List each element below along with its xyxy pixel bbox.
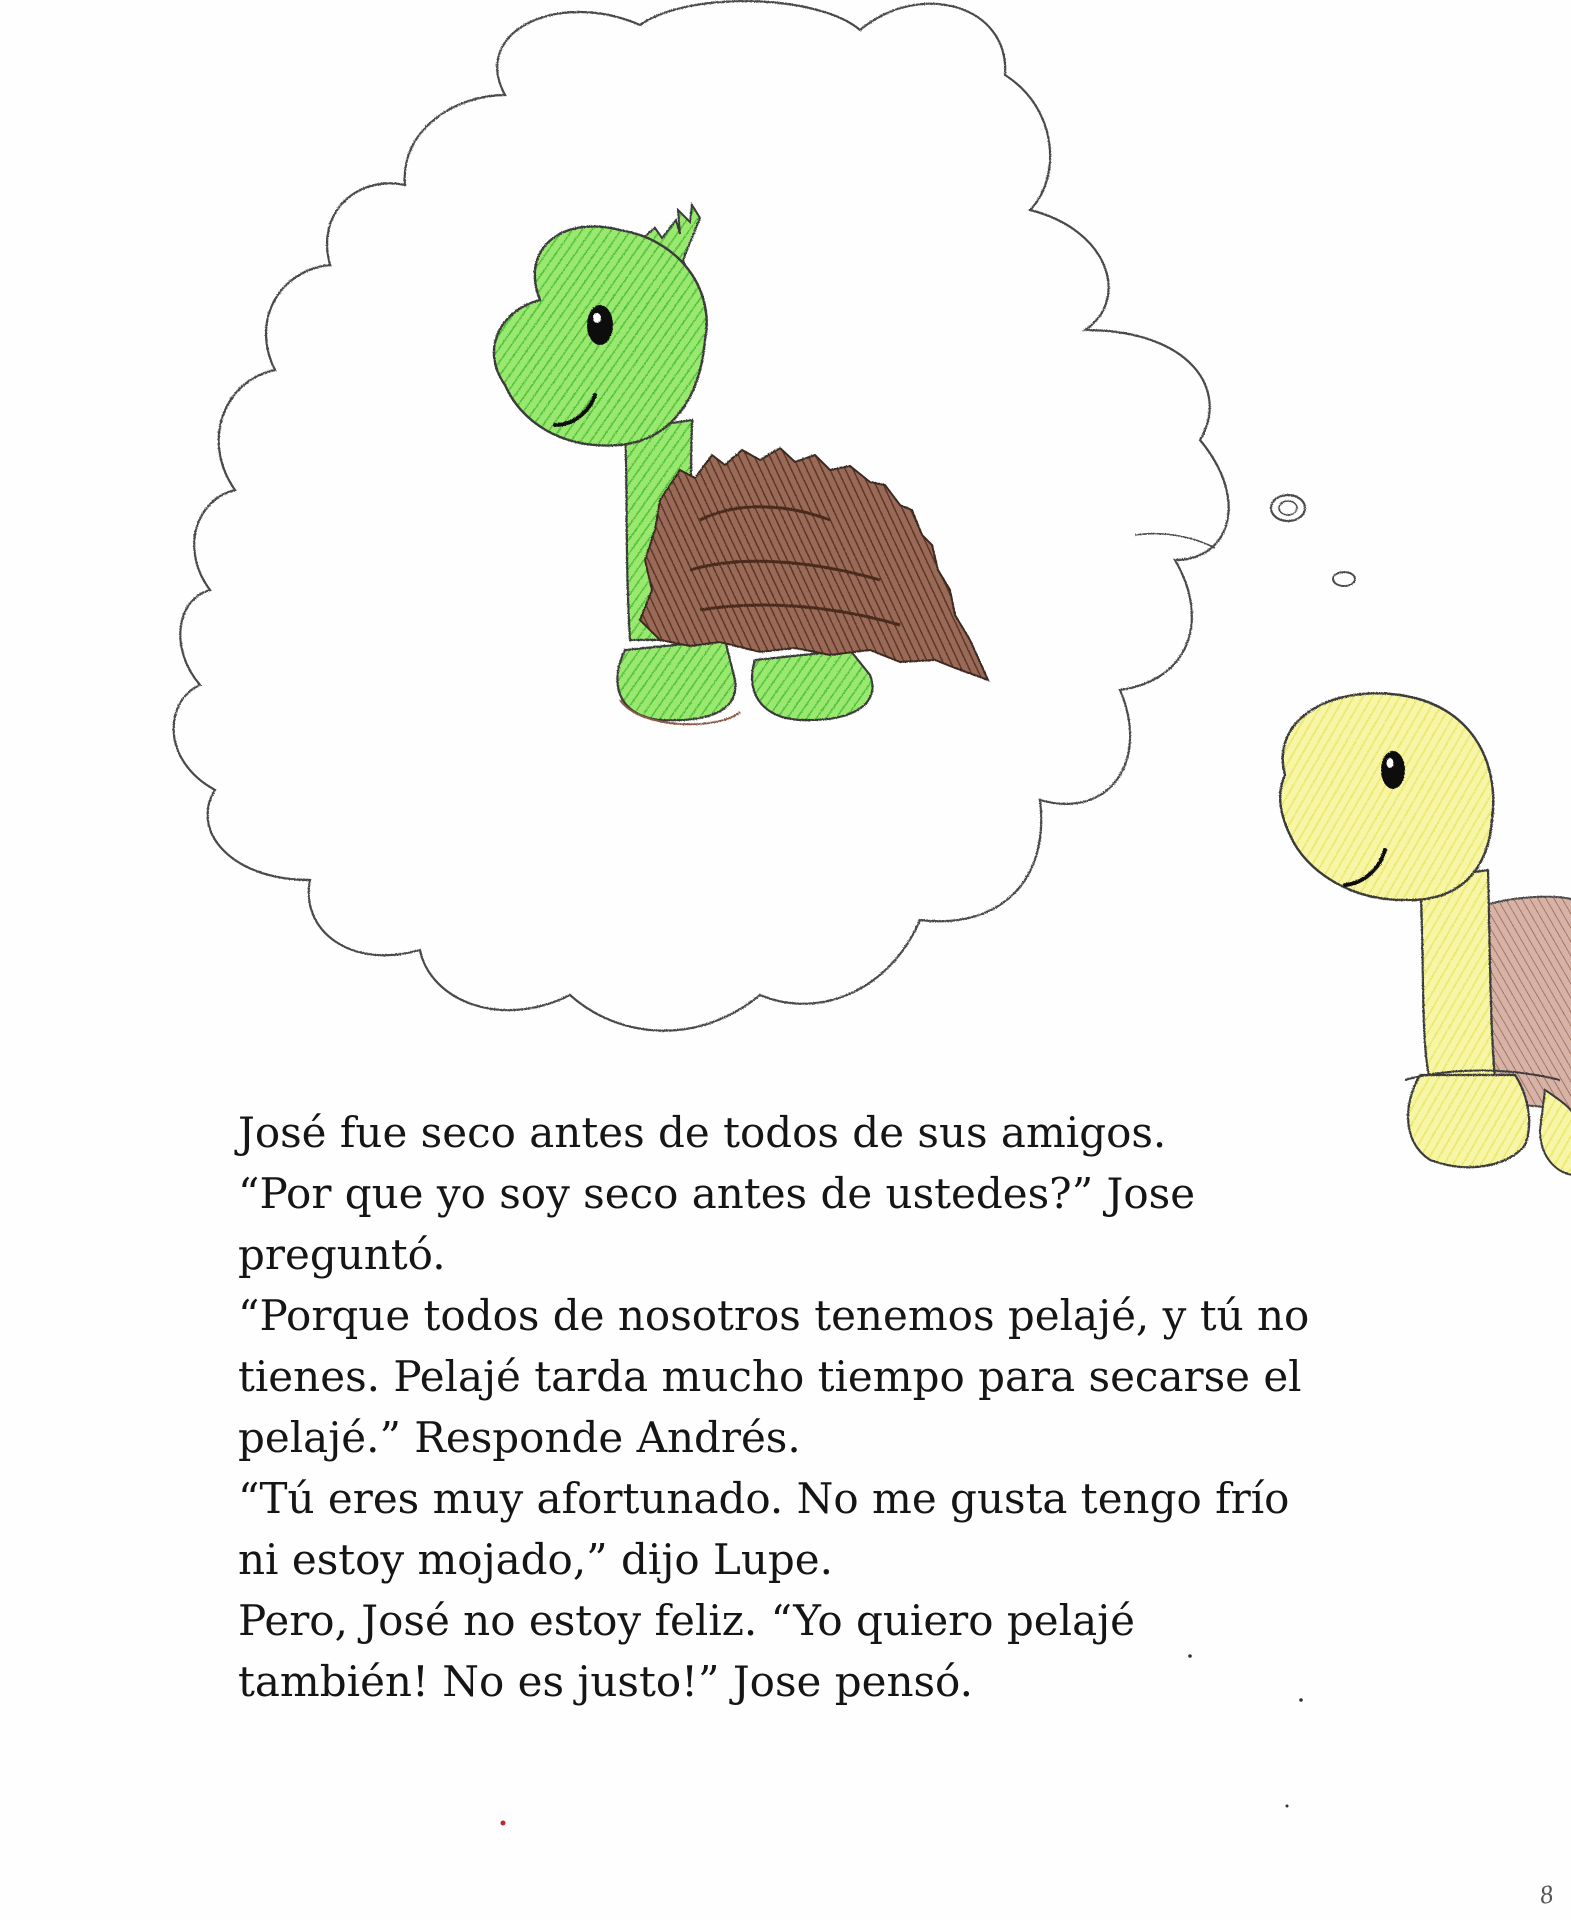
story-line: preguntó. <box>238 1230 446 1279</box>
story-line: tienes. Pelajé tarda mucho tiempo para secarse el <box>238 1352 1302 1401</box>
story-line: Pero, José no estoy feliz. “Yo quiero pelajé <box>238 1596 1135 1645</box>
story-line: también! No es justo!” Jose pensó. <box>238 1657 973 1706</box>
thought-bubble-large <box>1271 495 1305 521</box>
thought-bubble-small <box>1333 572 1355 586</box>
story-line: “Tú eres muy afortunado. No me gusta tengo frío <box>238 1474 1290 1523</box>
dream-turtle-with-fur <box>494 205 988 724</box>
story-line: ni estoy mojado,” dijo Lupe. <box>238 1535 834 1584</box>
jose-turtle-eye <box>1381 751 1405 789</box>
page-number: 8 <box>1537 1879 1555 1910</box>
story-line: pelajé.” Responde Andrés. <box>238 1413 801 1462</box>
story-line: “Porque todos de nosotros tenemos pelajé, y tú no <box>238 1291 1310 1340</box>
dream-turtle-fur-shell <box>640 448 988 680</box>
story-line: “Por que yo soy seco antes de ustedes?” Jose <box>238 1169 1196 1218</box>
story-text <box>238 1102 1388 1712</box>
dream-turtle-eye <box>587 305 613 345</box>
story-line: José fue seco antes de todos de sus amigos. <box>238 1108 1167 1157</box>
thought-bubble-inner <box>1279 501 1297 515</box>
